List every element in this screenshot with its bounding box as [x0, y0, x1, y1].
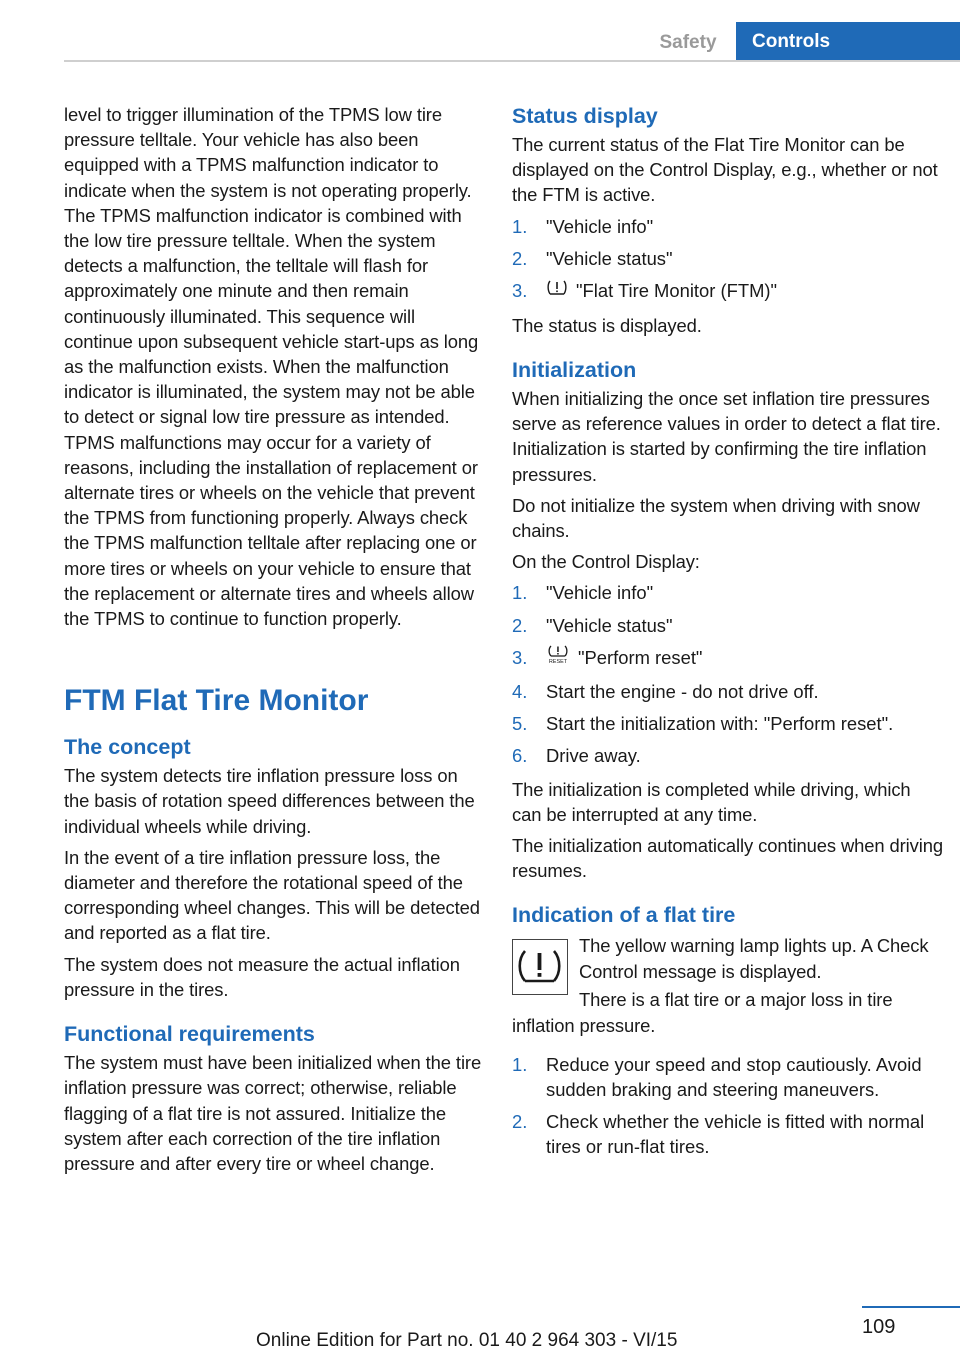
status-display-heading: Status display [512, 104, 658, 128]
flat-steps [512, 1052, 944, 1160]
list-item: 1. Reduce your speed and stop cautiously. Avoid sudden braking and steering maneuvers. [512, 1053, 922, 1101]
initialization-heading: Initialization [512, 357, 637, 382]
init-paragraph-4: The initialization is completed while driving, which can be interrupted at any time. [512, 778, 911, 825]
init-steps [512, 580, 944, 768]
list-item: 1. "Vehicle info" [512, 582, 654, 604]
tpms-paragraph: level to trigger illumination of the TPMS low tire pressure telltale. Your vehicle has also been equipped with a TPMS malfunction indicator to indicate when the system is not operating properly. The TPMS malfunction indicator is combined with the low tire pressure telltale. When the system detects a malfunction, the telltale will flash for approximately one minute and then remain continuously illuminated. This sequence will continue upon subsequent vehicle start-ups as long as the malfunction exists. When the malfunction indicator is illuminated, the system may not be able to detect or signal low tire pressure as intended. TPMS malfunctions may occur for a variety of reasons, including the installation of replacement or alternate tires or wheels on the vehicle that prevent the TPMS from functioning properly. Always check the TPMS malfunction telltale after replacing one or more tires or wheels on your vehicle to ensure that the replacement or alternate tires and wheels allow the TPMS to continue to function properly. [64, 104, 479, 630]
list-item: 2. "Vehicle status" [512, 247, 673, 269]
list-item: 3. "Flat Tire Monitor (FTM)" [512, 278, 944, 305]
page-header [0, 22, 960, 62]
flat-tire-warning [512, 933, 944, 993]
tire-warning-icon [546, 278, 568, 303]
tire-pressure-warning-icon [512, 939, 568, 995]
edition-footer: Online Edition for Part no. 01 40 2 964 303 - VI/15 [256, 1330, 678, 1351]
left-column [64, 102, 484, 1182]
right-column [512, 102, 944, 1168]
concept-heading: The concept [64, 735, 191, 760]
list-item: 2. Check whether the vehicle is fitted with normal tires or run-flat tires. [512, 1111, 925, 1158]
header-rule [64, 60, 960, 62]
init-paragraph-1: When initializing the once set inflation tire pressures serve as reference values in order to detect a flat tire. Initialization is started by confirming the tire inflation pressures. [512, 387, 941, 485]
list-item: 5. Start the initialization with: "Perform reset". [512, 713, 894, 735]
init-paragraph-5: The initialization automatically continues when driving resumes. [512, 835, 943, 882]
list-item: 6. Drive away. [512, 745, 641, 767]
concept-paragraph-3: The system does not measure the actual inflation pressure in the tires. [64, 953, 460, 1000]
page-number: 109 [862, 1316, 896, 1338]
flat-tire-heading: Indication of a flat tire [512, 903, 736, 928]
init-paragraph-3: On the Control Display: [512, 551, 700, 573]
reset-icon-label: RESET [548, 658, 568, 664]
status-steps [512, 214, 944, 305]
list-item: 2. "Vehicle status" [512, 614, 673, 636]
functional-requirements-heading: Functional requirements [64, 1022, 315, 1047]
functional-paragraph: The system must have been initialized when the tire inflation pressure was correct; otherwise, reliable flagging of a flat tire is not assured. Initialize the system after each correction of the tire inflation pressure and after every tire or wheel change. [64, 1052, 482, 1174]
footer-rule [862, 1306, 960, 1308]
concept-paragraph-1: The system detects tire inflation pressure loss on the basis of rotation speed differences between the individual wheels while driving. [64, 765, 475, 837]
status-paragraph-2: The status is displayed. [512, 314, 702, 336]
list-item: 3. RESET "Perform reset" [512, 645, 944, 672]
init-paragraph-2: Do not initialize the system when driving with snow chains. [512, 494, 920, 541]
tab-safety[interactable]: Safety [659, 32, 717, 53]
list-item: 4. Start the engine - do not drive off. [512, 681, 819, 703]
tire-reset-icon [546, 644, 570, 670]
list-item: 1. "Vehicle info" [512, 215, 654, 237]
ftm-title: FTM Flat Tire Monitor [64, 684, 369, 718]
concept-paragraph-2: In the event of a tire inflation pressure loss, the diameter and therefore the rotational speed of the corresponding wheel changes. This will be detected and reported as a flat tire. [64, 846, 480, 944]
flat-paragraph-2: There is a flat tire or a major loss in tire inflation pressure. [512, 989, 893, 1036]
flat-paragraph-1: The yellow warning lamp lights up. A Check Control message is displayed. [579, 935, 929, 982]
tab-controls[interactable]: Controls [736, 22, 960, 62]
status-paragraph-1: The current status of the Flat Tire Monitor can be displayed on the Control Display, e.g., whether or not the FTM is active. [512, 134, 938, 206]
